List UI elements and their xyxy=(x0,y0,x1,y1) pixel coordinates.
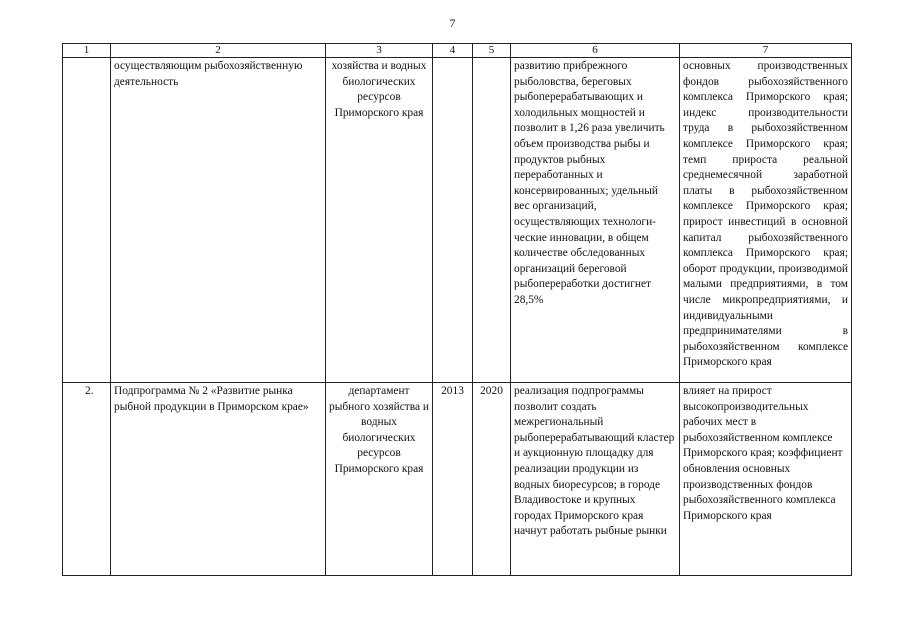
header-cell: 1 xyxy=(63,44,111,58)
row-name: осуществляющим рыбохозяйственную деятельность xyxy=(111,58,326,383)
program-table xyxy=(62,43,852,576)
row-executor: департамент рыбного хозяйства и водных биологических ресурсов Приморского края xyxy=(326,383,433,576)
table-row xyxy=(63,383,852,576)
row-start-year xyxy=(433,58,473,383)
row-indicators: влияет на прирост высокопроизводительных рабочих мест в рыбохозяйственном комплексе Приморского края; коэффициент обновления основных производственных фондов рыбохозяйственного комплекса Приморского края xyxy=(680,383,852,576)
row-name: Подпрограмма № 2 «Развитие рынка рыбной продукции в Приморском крае» xyxy=(111,383,326,576)
header-cell: 4 xyxy=(433,44,473,58)
row-number: 2. xyxy=(63,383,111,576)
page-number: 7 xyxy=(449,16,456,30)
header-cell: 7 xyxy=(680,44,852,58)
table-row xyxy=(63,58,852,383)
header-cell: 2 xyxy=(111,44,326,58)
header-cell: 3 xyxy=(326,44,433,58)
header-cell: 5 xyxy=(473,44,511,58)
row-indicators: основных производственных фондов рыбохозяйственного комплекса Приморского края; индекс производительности труда в рыбохозяйственном комплексе Приморского края; темп прироста реальной среднемесячной заработной платы в рыбохозяйственном комплексе Приморского края; прирост инвестиций в основной капитал рыбохозяйственного комплекса Приморского края; оборот продукции, производимой малыми предприятиями, в том числе микропредприятиями, и индивидуальными предпринимателями в рыбохозяйственном комплексе Приморского края xyxy=(680,58,852,383)
row-result: развитию прибрежного рыболовства, береговых рыбоперерабатывающих и холодильных мощностей и позволит в 1,26 раза увеличить объем производства рыбы и продуктов рыбных переработанных и консервированных; удельный вес организаций, осуществляющих технологи-ческие инновации, в общем количестве обследованных организаций береговой рыбопереработки достигнет 28,5% xyxy=(511,58,680,383)
row-number xyxy=(63,58,111,383)
header-cell: 6 xyxy=(511,44,680,58)
row-end-year: 2020 xyxy=(473,383,511,576)
row-result: реализация подпрограммы позволит создать межрегиональный рыбоперерабатывающий кластер и аукционную площадку для реализации продукции из водных биоресурсов; в городе Владивостоке и крупных городах Приморского края начнут работать рыбные рынки xyxy=(511,383,680,576)
row-executor: хозяйства и водных биологических ресурсов Приморского края xyxy=(326,58,433,383)
row-start-year: 2013 xyxy=(433,383,473,576)
row-end-year xyxy=(473,58,511,383)
header-row xyxy=(63,44,852,58)
